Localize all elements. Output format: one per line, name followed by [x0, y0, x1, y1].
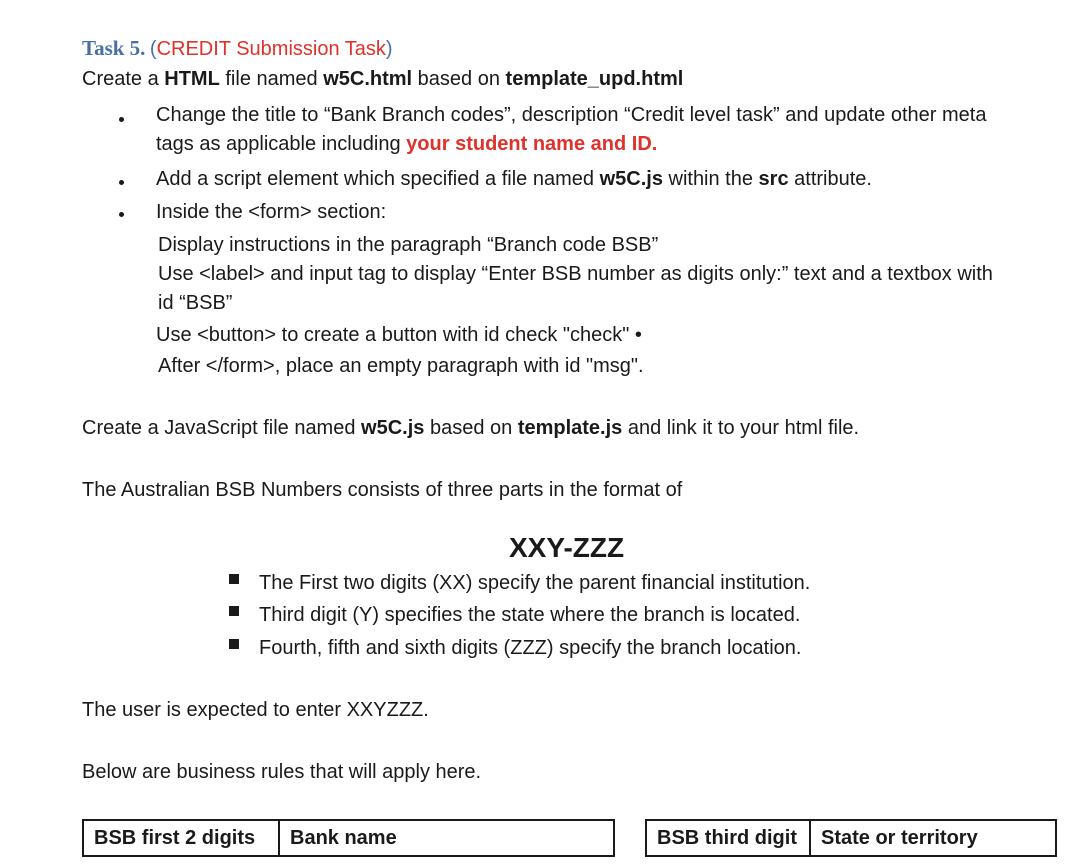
bullet-1-line-1: Change the title to “Bank Branch codes”, description “Credit level task” and update other meta [156, 104, 987, 126]
js-text-c: and link it to your html file. [622, 417, 860, 439]
form-step-3: Use <button> to create a button with id check "check" • [156, 324, 642, 346]
intro-text-3: based on [412, 68, 506, 90]
js-file: w5C.js [361, 417, 425, 439]
bullet-dot-3 [119, 212, 124, 217]
state-table [645, 819, 1057, 857]
bullet-2-file: w5C.js [599, 168, 663, 190]
bullet-1-highlight: your student name and ID. [406, 133, 658, 155]
bsb-part-3: Fourth, fifth and sixth digits (ZZZ) specify the branch location. [259, 637, 802, 659]
bullet-2 [156, 167, 872, 191]
table-header-bsb-third: BSB third digit [646, 820, 810, 856]
square-bullet-2 [229, 606, 239, 616]
business-rules: Below are business rules that will apply here. [82, 761, 482, 783]
bsb-part-1: The First two digits (XX) specify the parent financial institution. [259, 572, 811, 594]
intro-template: template_upd.html [505, 68, 684, 90]
bank-table [82, 819, 615, 857]
intro-text-1: Create a [82, 68, 165, 90]
square-bullet-1 [229, 574, 239, 584]
task-label: Task 5. [82, 36, 146, 60]
js-template: template.js [517, 417, 623, 439]
form-step-1: Display instructions in the paragraph “Branch code BSB” [158, 234, 659, 256]
task-heading [82, 36, 393, 61]
bullet-2-text-c: attribute. [788, 168, 872, 190]
form-step-2-line-2: id “BSB” [158, 292, 233, 314]
intro-html: HTML [164, 68, 220, 90]
credit-label: CREDIT Submission Task [156, 38, 386, 60]
bullet-dot-2 [119, 180, 124, 185]
close-paren: ) [385, 38, 393, 60]
bullet-2-text-b: within the [662, 168, 759, 190]
bullet-dot-1 [119, 117, 124, 122]
bullet-1-text: tags as applicable including [156, 133, 407, 155]
intro-line [82, 67, 683, 91]
form-step-4: After </form>, place an empty paragraph with id "msg". [158, 355, 644, 377]
intro-file: w5C.html [323, 68, 413, 90]
bullet-3: Inside the <form> section: [156, 201, 387, 223]
table-header-bsb-first: BSB first 2 digits [83, 820, 279, 856]
js-instruction [82, 416, 859, 440]
intro-text-2: file named [219, 68, 324, 90]
bsb-part-2: Third digit (Y) specifies the state where the branch is located. [259, 604, 801, 626]
bsb-intro: The Australian BSB Numbers consists of three parts in the format of [82, 479, 683, 501]
bsb-expected: The user is expected to enter XXYZZZ. [82, 699, 429, 721]
form-step-2-line-1: Use <label> and input tag to display “Enter BSB number as digits only:” text and a textbox with [158, 263, 993, 285]
table-row [83, 820, 614, 856]
bullet-2-text-a: Add a script element which specified a file named [156, 168, 600, 190]
bullet-2-src: src [758, 168, 789, 190]
square-bullet-3 [229, 639, 239, 649]
bullet-1-line-2 [156, 132, 657, 156]
js-text-a: Create a JavaScript file named [82, 417, 362, 439]
table-header-bank-name: Bank name [279, 820, 614, 856]
js-text-b: based on [424, 417, 518, 439]
table-row [646, 820, 1056, 856]
bsb-format: XXY-ZZZ [509, 532, 625, 563]
table-header-state: State or territory [810, 820, 1056, 856]
open-paren: ( [149, 38, 157, 60]
